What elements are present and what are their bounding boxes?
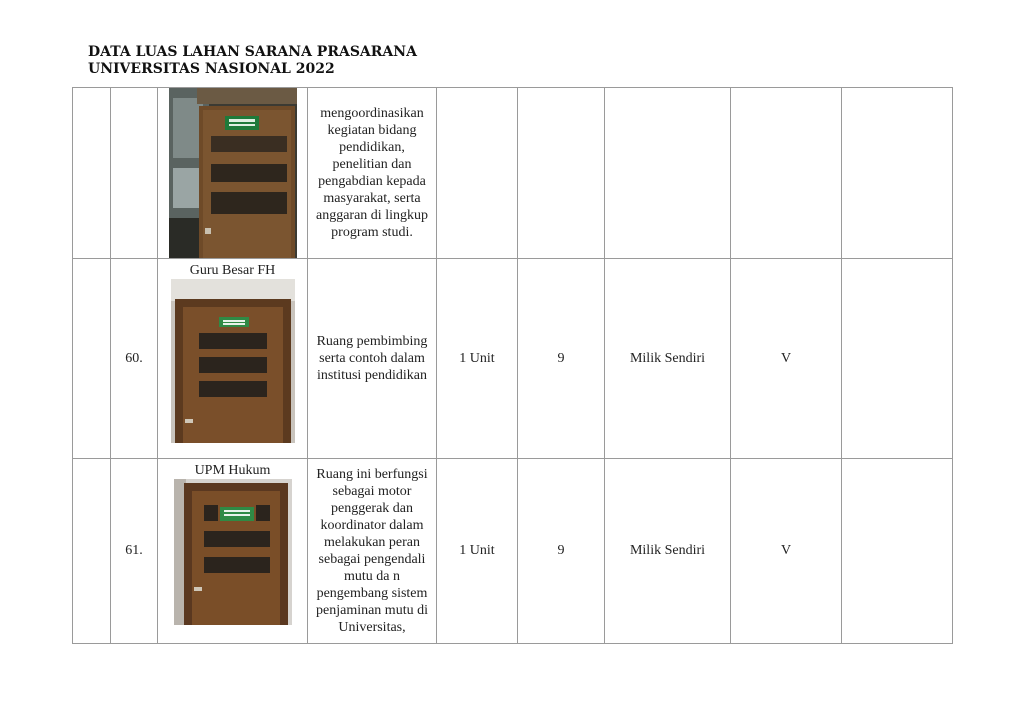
description-cell: Ruang pembimbing serta contoh dalam institusi pendidikan (308, 259, 437, 459)
condition-cell (731, 88, 842, 259)
quantity-cell: 1 Unit (437, 459, 518, 644)
ownership-cell: Milik Sendiri (605, 259, 731, 459)
quantity-cell (437, 88, 518, 259)
title-line-2: UNIVERSITAS NASIONAL 2022 (88, 61, 335, 77)
description-cell: Ruang ini berfungsi sebagai motor penggerak dan koordinator dalam melakukan peran sebagai pengendali mutu da n pengembang sistem penjaminan mutu di Universitas, (308, 459, 437, 644)
document-title (88, 44, 417, 78)
note-cell (842, 459, 953, 644)
note-cell (842, 259, 953, 459)
row-number: 60. (111, 259, 158, 459)
title-line-1: DATA LUAS LAHAN SARANA PRASARANA (88, 44, 417, 60)
door-photo (171, 279, 295, 443)
facility-table (72, 87, 953, 644)
area-cell: 9 (518, 259, 605, 459)
ownership-cell: Milik Sendiri (605, 459, 731, 644)
area-cell (518, 88, 605, 259)
area-cell: 9 (518, 459, 605, 644)
table-row (73, 459, 953, 644)
photo-cell (158, 459, 308, 644)
door-photo (174, 479, 292, 625)
condition-cell: V (731, 259, 842, 459)
photo-cell (158, 88, 308, 259)
photo-cell (158, 259, 308, 459)
photo-title: Guru Besar FH (189, 263, 276, 278)
row-number (111, 88, 158, 259)
blank-cell (73, 88, 111, 259)
photo-title: UPM Hukum (194, 463, 271, 478)
blank-cell (73, 259, 111, 459)
note-cell (842, 88, 953, 259)
blank-cell (73, 459, 111, 644)
description-cell: mengoordinasikan kegiatan bidang pendidikan, penelitian dan pengabdian kepada masyarakat, serta anggaran di lingkup program studi. (308, 88, 437, 259)
ownership-cell (605, 88, 731, 259)
quantity-cell: 1 Unit (437, 259, 518, 459)
table-row (73, 259, 953, 459)
door-photo (169, 88, 297, 258)
table-row (73, 88, 953, 259)
condition-cell: V (731, 459, 842, 644)
row-number: 61. (111, 459, 158, 644)
